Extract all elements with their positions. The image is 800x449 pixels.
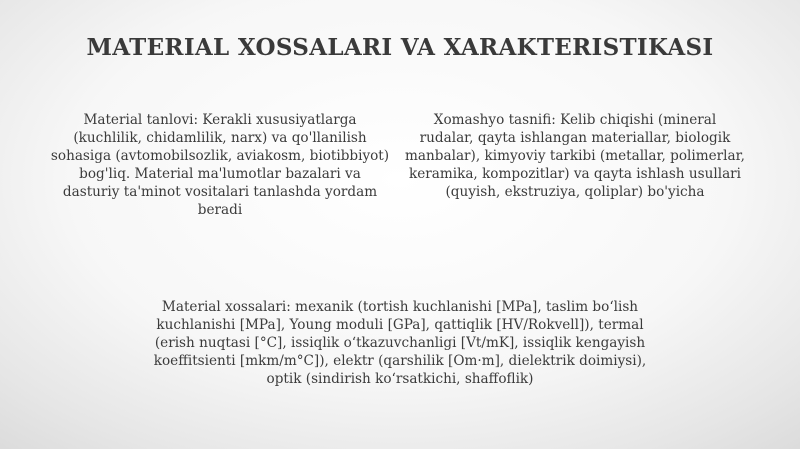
material-selection-text: Material tanlovi: Kerakli xususiyatlarga (kuchlilik, chidamlilik, narx) va qo'llanilish sohasiga (avtomobilsozlik, aviakosm, biotibbiyot) bog'liq. Material ma'lumotlar bazalari va dasturiy ta'minot vositalari tanlashda yordam beradi (50, 112, 390, 218)
slide-title: MATERIAL XOSSALARI VA XARAKTERISTIKASI (86, 34, 714, 61)
material-properties-text: Material xossalari: mexanik (tortish kuchlanishi [MPa], taslim bo‘lish kuchlanishi [MPa], Young moduli [GPa], qattiqlik [HV/Rokvell]), termal (erish nuqtasi [°C], issiqlik o‘tkazuvchanligi [Vt/mK], issiqlik kengayish koeffitsienti [mkm/m°C]), elektr (qarshilik [Om·m], dielektrik doimiysi), optik (sindirish ko‘rsatkichi, shaffoflik) (153, 299, 647, 387)
raw-material-classification-text: Xomashyo tasnifi: Kelib chiqishi (mineral rudalar, qayta ishlangan materiallar, biologik manbalar), kimyoviy tarkibi (metallar, polimerlar, keramika, kompozitlar) va qayta ishlash usullari (quyish, ekstruziya, qoliplar) bo'yicha (405, 112, 745, 200)
